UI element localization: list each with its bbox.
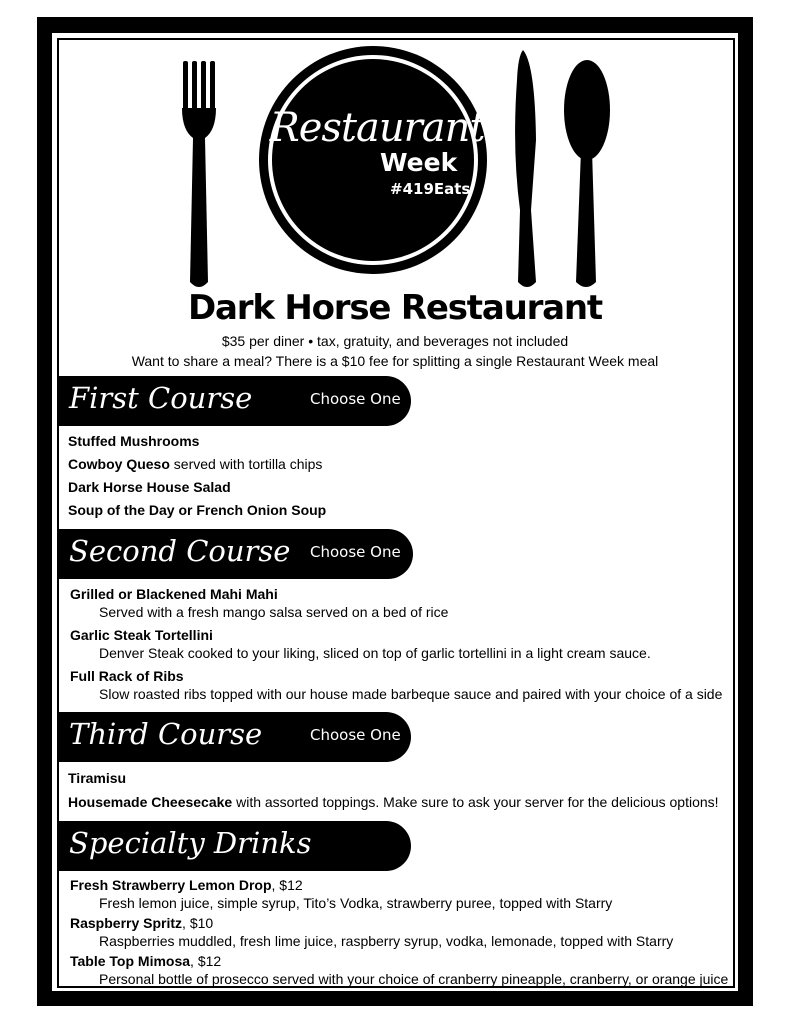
restaurant-name: Dark Horse Restaurant (188, 288, 602, 328)
drink-price: , $10 (182, 915, 214, 931)
item-name: Cowboy Queso (68, 456, 170, 472)
item-description: Served with a fresh mango salsa served on a bed of rice (99, 604, 449, 620)
menu-item (68, 771, 126, 785)
menu-item (68, 795, 719, 809)
menu-item (70, 628, 213, 642)
spoon-icon (564, 60, 610, 287)
second-course-choose-one: Choose One (310, 543, 401, 561)
drink-description: Personal bottle of prosecco served with your choice of cranberry pineapple, cranberry, or orange juice (99, 971, 729, 987)
item-name: Dark Horse House Salad (68, 479, 231, 495)
menu-item (68, 480, 231, 494)
drink-name: Table Top Mimosa (70, 953, 191, 969)
item-name: Stuffed Mushrooms (68, 433, 200, 449)
menu-item (70, 587, 278, 601)
third-course-title: Third Course (69, 717, 263, 751)
sharing-fee-line: Want to share a meal? There is a $10 fee for splitting a single Restaurant Week meal (131, 353, 659, 369)
menu-item (70, 669, 184, 683)
specialty-drinks-title: Specialty Drinks (69, 826, 312, 860)
third-course-banner (57, 712, 411, 762)
third-course-choose-one: Choose One (310, 726, 401, 744)
first-course-banner (57, 376, 411, 426)
logo-week-text: Week (380, 148, 458, 177)
item-name: Housemade Cheesecake (68, 794, 233, 810)
fork-icon (182, 61, 216, 287)
drink-description: Raspberries muddled, fresh lime juice, raspberry syrup, vodka, lemonade, topped with Starry (99, 933, 674, 949)
item-name: Garlic Steak Tortellini (70, 627, 213, 643)
drink-item (70, 954, 221, 968)
price-line: $35 per diner • tax, gratuity, and beverages not included (221, 333, 569, 349)
item-name: Grilled or Blackened Mahi Mahi (70, 586, 278, 602)
item-description: Slow roasted ribs topped with our house made barbeque sauce and paired with your choice of a side (99, 686, 723, 702)
first-course-choose-one: Choose One (310, 390, 401, 408)
item-extra: served with tortilla chips (169, 456, 323, 472)
drink-name: Raspberry Spritz (70, 915, 183, 931)
specialty-drinks-banner (57, 821, 411, 871)
drink-item (70, 916, 213, 930)
logo-hashtag: #419Eats (390, 180, 471, 198)
menu-item (68, 457, 322, 471)
drink-item (70, 878, 303, 892)
drink-price: , $12 (271, 877, 303, 893)
drink-price: , $12 (190, 953, 222, 969)
item-description: Denver Steak cooked to your liking, sliced on top of garlic tortellini in a light cream sauce. (99, 645, 651, 661)
item-extra: with assorted toppings. Make sure to ask your server for the delicious options! (232, 794, 719, 810)
menu-item (68, 503, 326, 517)
knife-icon (515, 50, 536, 287)
item-name: Soup of the Day or French Onion Soup (68, 502, 327, 518)
second-course-banner (57, 529, 413, 579)
menu-item (68, 434, 199, 448)
drink-name: Fresh Strawberry Lemon Drop (70, 877, 272, 893)
first-course-title: First Course (69, 381, 253, 415)
second-course-title: Second Course (69, 534, 291, 568)
drink-description: Fresh lemon juice, simple syrup, Tito’s Vodka, strawberry puree, topped with Starry (99, 895, 613, 911)
item-name: Full Rack of Ribs (70, 668, 184, 684)
item-name: Tiramisu (68, 770, 127, 786)
logo-script-text: Restaurant (269, 105, 485, 151)
